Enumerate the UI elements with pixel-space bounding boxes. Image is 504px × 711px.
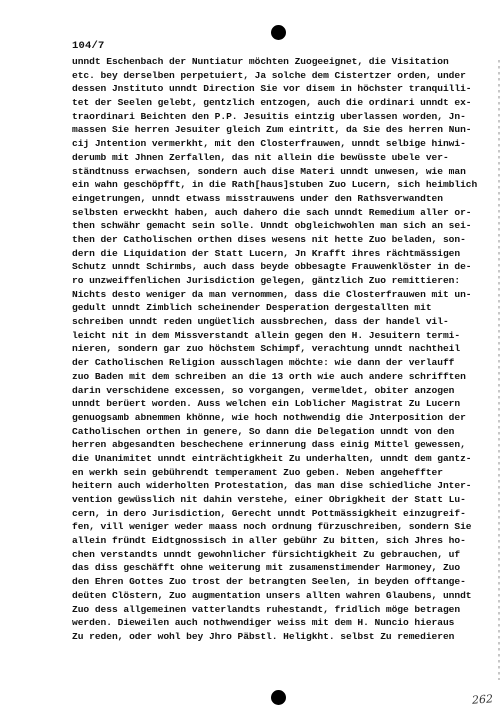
text-line: das diss geschäfft ohne weiterung mit zusamenstimender Harmoney, Zuo xyxy=(72,562,461,574)
text-line: darin verschidene excessen, so vorgangen, vermeldet, obiter anzogen xyxy=(72,384,455,396)
text-line: den Ehren Gottes Zuo trost der betrangten Seelen, in beyden offtange- xyxy=(72,576,466,588)
text-line: zuo Baden mit dem schreiben an die 13 orth wie auch andere schrifften xyxy=(72,370,466,382)
text-line: Catholischen orthen in genere, So dann die Delegation unndt von den xyxy=(72,425,455,437)
text-line: nieren, sondern gar zuo höchstem Schimpf, verachtung unndt nachtheil xyxy=(72,343,461,355)
text-line: schreiben unndt reden ungüetlich aussbrechen, dass der handel vil- xyxy=(72,316,449,328)
text-line: massen Sie herren Jesuiter gleich Zum eintritt, da Sie des herren Nun- xyxy=(72,124,472,136)
text-line: leicht nit in dem Missverstandt allein gegen den H. Jesuitern termi- xyxy=(72,329,461,341)
text-line: heitern auch widerholten Protestation, das man dise schiedliche Jnter- xyxy=(72,480,472,492)
text-line: eingetrungen, unndt etwass misstrauwens under den Rathsverwandten xyxy=(72,192,443,204)
text-line: selbsten erweckht haben, auch dahero die sach unndt Remedium aller or- xyxy=(72,206,472,218)
text-line: herren abgesandten beschechene erinnerung dass einig Mittel gewessen, xyxy=(72,439,466,451)
page-number: 104/7 xyxy=(72,40,105,52)
text-line: vention gewüsslich nit dahin verstehe, einer Obrigkheit der Statt Lu- xyxy=(72,494,466,505)
text-line: der Catholischen Religion ausschlagen möchte: wie dann der verlauff xyxy=(72,357,455,369)
text-line: gedult unndt Zimblich scheinender Desperation dergestallten mit xyxy=(72,302,432,314)
text-line: cij Jntention vermerkht, mit den Closterfrauwen, unndt selbige hinwi- xyxy=(72,138,466,150)
text-line: tet der Seelen gelebt, gentzlich entzogen, auch die ordinari unndt ex- xyxy=(72,97,472,109)
text-line: etc. bey derselben perpetuiert, Ja solche dem Cistertzer orden, under xyxy=(72,69,466,81)
text-line: derumb mit Jhnen Zerfallen, das nit allein die bewüsste ubele ver- xyxy=(72,151,449,163)
text-line: unndt Eschenbach der Nuntiatur möchten Zuogeeignet, die Visitation xyxy=(72,56,449,67)
scan-margin-artifact xyxy=(498,60,500,680)
text-line: chen verstandts unndt gewohnlicher fürsichtigkheit Zu gebrauchen, uf xyxy=(72,548,461,560)
text-line: then der Catholischen orthen dises wesens nit hette Zuo beladen, son- xyxy=(72,233,466,245)
text-line: ein wahn geschöpfft, in die Rath[haus]stuben Zuo Lucern, sich heimblich xyxy=(72,179,478,191)
text-line: dessen Jnstituto unndt Direction Sie vor disem in höchster tranquilli- xyxy=(72,83,472,95)
text-line: deüten Clöstern, Zuo augmentation unsers allten wahren Glaubens, unndt xyxy=(72,589,472,601)
punch-hole-bottom xyxy=(271,690,286,705)
text-line: dern die Liquidation der Statt Lucern, Jn Krafft ihres rächtmässigen xyxy=(72,247,461,259)
text-line: ro unzweiffenlichen Jurisdiction gelegen, gäntzlich Zuo remittieren: xyxy=(72,275,461,286)
text-line: allein fründt Eidtgnossisch in aller gebühr Zu bitten, sich Jhres ho- xyxy=(72,535,466,547)
text-line: ständtnuss erwachsen, sondern auch dise Materi unndt unwesen, wie man xyxy=(72,165,466,177)
text-line: werden. Dieweilen auch nothwendiger weiss mit dem H. Nuncio hieraus xyxy=(72,617,455,629)
handwritten-folio-number: 262 xyxy=(471,692,494,707)
text-line: genuogsamb abnemmen khönne, wie hoch nothwendig die Jnterposition der xyxy=(72,411,466,423)
text-line: die Unanimitet unndt einträchtigkheit Zu underhalten, unndt dem gantz- xyxy=(72,452,472,464)
document-body xyxy=(72,55,492,644)
text-line: cern, in dero Jurisdiction, Gerecht unndt Pottmässigkheit einzugreif- xyxy=(72,507,466,519)
text-line: then schwähr gemacht sein solle. Unndt obgleichwohlen man sich an sei- xyxy=(72,220,472,232)
text-line: fen, vill weniger weder maass noch ordnung fürzuschreiben, sondern Sie xyxy=(72,521,472,533)
text-line: en werkh sein gebührendt temperament Zuo geben. Neben angeheffter xyxy=(72,466,443,478)
text-line: Nichts desto weniger da man vernommen, dass die Closterfrauwen mit un- xyxy=(72,288,472,300)
text-line: Zu reden, oder wohl bey Jhro Päbstl. Heligkht. selbst Zu remedieren xyxy=(72,630,455,642)
text-line: Schutz unndt Schirmbs, auch dass beyde obbesagte Frauwenklöster in de- xyxy=(72,261,472,273)
text-line: unndt berüert worden. Auss welchen ein Loblicher Magistrat Zu Lucern xyxy=(72,398,461,410)
text-line: Zuo dess allgemeinen vatterlandts ruhestandt, fridlich möge betragen xyxy=(72,603,461,615)
text-line: traordinari Beichten den P.P. Jesuitis eintzig uberlassen worden, Jn- xyxy=(72,110,466,122)
punch-hole-top xyxy=(271,25,286,40)
